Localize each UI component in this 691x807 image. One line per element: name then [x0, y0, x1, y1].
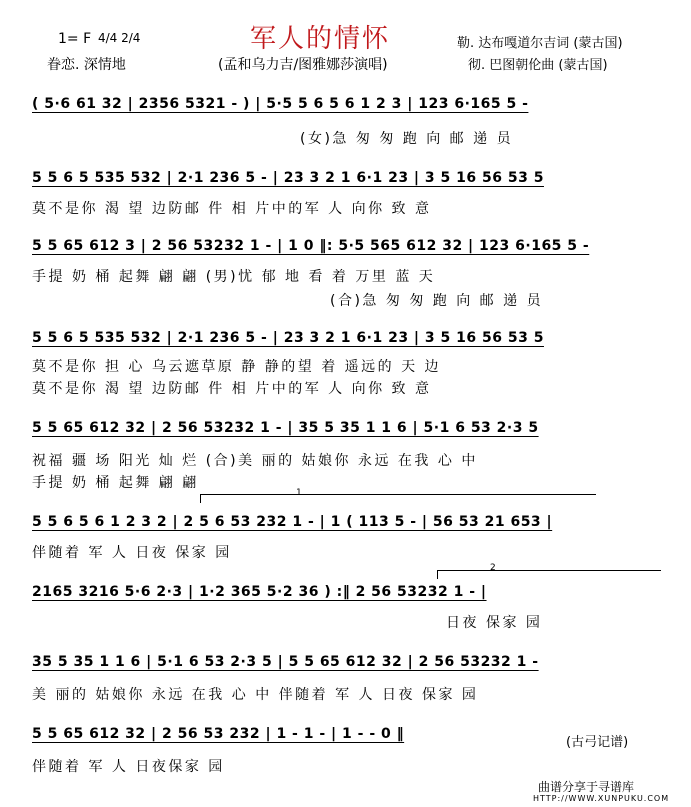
lyric-row: 祝福 疆 场 阳光 灿 烂 (合)美 丽的 姑娘你 永远 在我 心 中: [32, 453, 478, 469]
lyric-row: 伴随着 军 人 日夜 保家 园: [32, 545, 232, 561]
song-title: 军人的情怀: [250, 24, 391, 54]
lyric-row: 莫不是你 渴 望 边防邮 件 相 片中的军 人 向你 致 意: [32, 381, 432, 397]
footer-site: 曲谱分享于寻谱库: [538, 780, 635, 794]
notation-credit: (古弓记谱): [566, 735, 629, 750]
composer: 彻. 巴图朝伦曲 (蒙古国): [468, 58, 608, 73]
key-signature: 1= F: [58, 31, 92, 47]
volta-number-2: 2: [490, 563, 496, 573]
volta-number-1: 1: [296, 488, 302, 498]
lyric-row: 莫不是你 渴 望 边防邮 件 相 片中的军 人 向你 致 意: [32, 201, 432, 217]
lyric-row: (合)急 匆 匆 跑 向 邮 递 员: [330, 293, 544, 309]
lyricist: 勒. 达布嘎道尔吉词 (蒙古国): [457, 36, 623, 51]
singers: (孟和乌力吉/图雅娜莎演唱): [218, 57, 388, 73]
lyric-row: 莫不是你 担 心 乌云遮草原 静 静的望 着 遥远的 天 边: [32, 359, 442, 375]
lyric-row: 伴随着 军 人 日夜保家 园: [32, 759, 225, 775]
volta-bracket-1: [200, 494, 596, 503]
notes-row: 35 5 35 1 1 6 | 5·1 6 53 2·3 5 | 5 5 65 612 32 | 2 56 53232 1 -: [32, 654, 539, 670]
lyric-row: 美 丽的 姑娘你 永远 在我 心 中 伴随着 军 人 日夜 保家 园: [32, 687, 479, 703]
notes-row: 5 5 6 5 535 532 | 2·1 236 5 - | 23 3 2 1 6·1 23 | 3 5 16 56 53 5: [32, 170, 544, 186]
lyric-row: 日夜 保家 园: [446, 615, 543, 631]
lyric-row: (女)急 匆 匆 跑 向 邮 递 员: [300, 131, 514, 147]
notes-row: 5 5 65 612 32 | 2 56 53 232 | 1 - 1 - | 1 - - 0 ‖: [32, 726, 405, 742]
time-signature: 4/4 2/4: [98, 31, 141, 45]
notes-row: 5 5 6 5 535 532 | 2·1 236 5 - | 23 3 2 1 6·1 23 | 3 5 16 56 53 5: [32, 330, 544, 346]
lyric-row: 手提 奶 桶 起舞 翩 翩: [32, 475, 199, 491]
mood-marking: 眷恋. 深情地: [47, 57, 126, 73]
notes-row: ( 5·6 61 32 | 2356 5321 - ) | 5·5 5 6 5 6 1 2 3 | 123 6·165 5 -: [32, 96, 529, 112]
notes-row: 5 5 65 612 3 | 2 56 53232 1 - | 1 0 ‖: 5·5 565 612 32 | 123 6·165 5 -: [32, 238, 590, 254]
lyric-row: 手提 奶 桶 起舞 翩 翩 (男)忧 郁 地 看 着 万里 蓝 天: [32, 269, 436, 285]
volta-bracket-2: [437, 570, 661, 579]
notes-row: 2165 3216 5·6 2·3 | 1·2 365 5·2 36 ) :‖ 2 56 53232 1 - |: [32, 584, 487, 600]
notes-row: 5 5 65 612 32 | 2 56 53232 1 - | 35 5 35 1 1 6 | 5·1 6 53 2·3 5: [32, 420, 539, 436]
notes-row: 5 5 6 5 6 1 2 3 2 | 2 5 6 53 232 1 - | 1 ( 113 5 - | 56 53 21 653 |: [32, 514, 553, 530]
footer-url[interactable]: HTTP://WWW.XUNPUKU.COM: [533, 794, 670, 803]
